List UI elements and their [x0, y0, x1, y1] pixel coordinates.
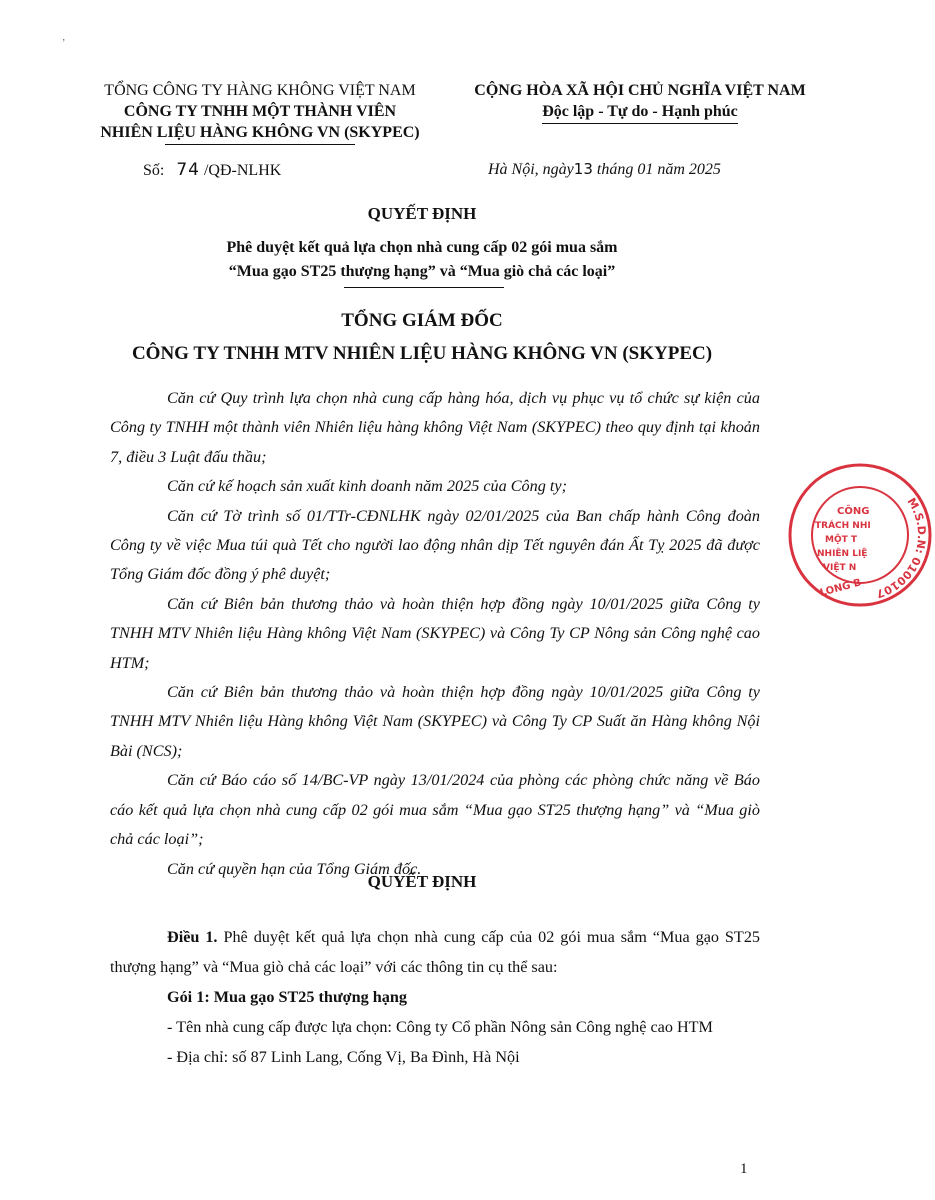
- authority-company: CÔNG TY TNHH MTV NHIÊN LIỆU HÀNG KHÔNG VN (SKYPEC): [131, 343, 713, 364]
- article-1-paragraph: [110, 922, 760, 982]
- place-date-prefix: Hà Nội, ngày: [488, 161, 574, 178]
- document-number-prefix: Số:: [143, 162, 165, 179]
- document-number-handwritten: 74: [176, 160, 200, 180]
- decision-heading: QUYẾT ĐỊNH: [367, 872, 477, 891]
- nation-name: CỘNG HÒA XÃ HỘI CHỦ NGHĨA VIỆT NAM: [474, 82, 806, 99]
- stamp-line-2: TRÁCH NHI: [815, 521, 871, 531]
- company-name-line1: CÔNG TY TNHH MỘT THÀNH VIÊN: [123, 103, 397, 120]
- header-underline: [165, 144, 355, 145]
- stamp-line-5: VIỆT N: [823, 563, 857, 573]
- authority-title: TỔNG GIÁM ĐỐC: [341, 310, 503, 331]
- page-number: 1: [740, 1161, 748, 1177]
- place-date-suffix: tháng 01 năm 2025: [596, 161, 721, 178]
- scan-speck: ʼ: [62, 38, 66, 49]
- national-motto: Độc lập - Tự do - Hạnh phúc: [542, 101, 738, 124]
- stamp-line-3: MỘT T: [825, 535, 858, 545]
- date-day-handwritten: 13: [573, 160, 593, 178]
- company-seal-stamp: [785, 460, 935, 610]
- issuing-organization: [60, 80, 460, 145]
- legal-bases: [110, 384, 760, 884]
- subtitle-line2: “Mua gạo ST25 thượng hạng” và “Mua giò chả các loại”: [228, 263, 616, 280]
- legal-basis-3: Căn cứ Tờ trình số 01/TTr-CĐNLHK ngày 02/01/2025 của Ban chấp hành Công đoàn Công ty về việc Mua túi quà Tết cho người lao động nhân dịp Tết nguyên đán Ất Tỵ 2025 đã được Tổng Giám đốc đồng ý phê duyệt;: [110, 506, 760, 584]
- legal-basis-6: Căn cứ Báo cáo số 14/BC-VP ngày 13/01/2024 của phòng các phòng chức năng về Báo cáo kết quả lựa chọn nhà cung cấp 02 gói mua sắm “Mua gạo ST25 thượng hạng” và “Mua giò chả các loại”;: [110, 771, 760, 849]
- package-1-title: Gói 1: Mua gạo ST25 thượng hạng: [167, 988, 407, 1006]
- package-1-address: - Địa chỉ: số 87 Linh Lang, Cống Vị, Ba Đình, Hà Nội: [167, 1048, 520, 1066]
- article-1: [110, 922, 760, 1072]
- package-1-supplier: - Tên nhà cung cấp được lựa chọn: Công ty Cổ phần Nông sản Công nghệ cao HTM: [167, 1018, 713, 1036]
- legal-basis-2: Căn cứ kế hoạch sản xuất kinh doanh năm 2025 của Công ty;: [167, 477, 567, 496]
- legal-basis-1: Căn cứ Quy trình lựa chọn nhà cung cấp hàng hóa, dịch vụ phục vụ tổ chức sự kiện của Công ty TNHH một thành viên Nhiên liệu hàng không Việt Nam (SKYPEC) theo quy định tại khoản 7, điều 3 Luật đấu thầu;: [110, 389, 760, 466]
- place-and-date: [488, 160, 721, 179]
- stamp-bottom-text: LONG B: [818, 577, 863, 599]
- stamp-ring-text: M.S.D.N: 0100107: [874, 495, 929, 601]
- legal-basis-7: Căn cứ quyền hạn của Tổng Giám đốc.: [167, 859, 422, 878]
- article-1-label: Điều 1.: [167, 928, 218, 946]
- document-type-title: QUYẾT ĐỊNH: [367, 204, 477, 223]
- article-1-text: Phê duyệt kết quả lựa chọn nhà cung cấp của 02 gói mua sắm “Mua gạo ST25 thượng hạng” và “Mua giò chả các loại” với các thông tin cụ thể sau:: [110, 928, 761, 976]
- stamp-line-1: CÔNG: [837, 506, 870, 517]
- legal-basis-5: Căn cứ Biên bản thương thảo và hoàn thiện hợp đồng ngày 10/01/2025 giữa Công ty TNHH MTV Nhiên liệu Hàng không Việt Nam (SKYPEC) và Công Ty CP Suất ăn Hàng không Nội Bài (NCS);: [110, 683, 760, 760]
- subtitle-underline: [344, 287, 504, 288]
- subtitle-line1: Phê duyệt kết quả lựa chọn nhà cung cấp 02 gói mua sắm: [226, 239, 618, 256]
- company-name-line2: NHIÊN LIỆU HÀNG KHÔNG VN (SKYPEC): [100, 124, 420, 141]
- document-number-suffix: /QĐ-NLHK: [203, 162, 282, 179]
- document-number: [143, 160, 281, 180]
- parent-organization: TỔNG CÔNG TY HÀNG KHÔNG VIỆT NAM: [104, 82, 416, 99]
- stamp-line-4: NHIÊN LIỆ: [817, 549, 868, 559]
- legal-basis-4: Căn cứ Biên bản thương thảo và hoàn thiện hợp đồng ngày 10/01/2025 giữa Công ty TNHH MTV Nhiên liệu Hàng không Việt Nam (SKYPEC) và Công Ty CP Nông sản Công nghệ cao HTM;: [110, 594, 760, 672]
- national-heading: [445, 80, 835, 124]
- document-subtitle: [0, 236, 844, 284]
